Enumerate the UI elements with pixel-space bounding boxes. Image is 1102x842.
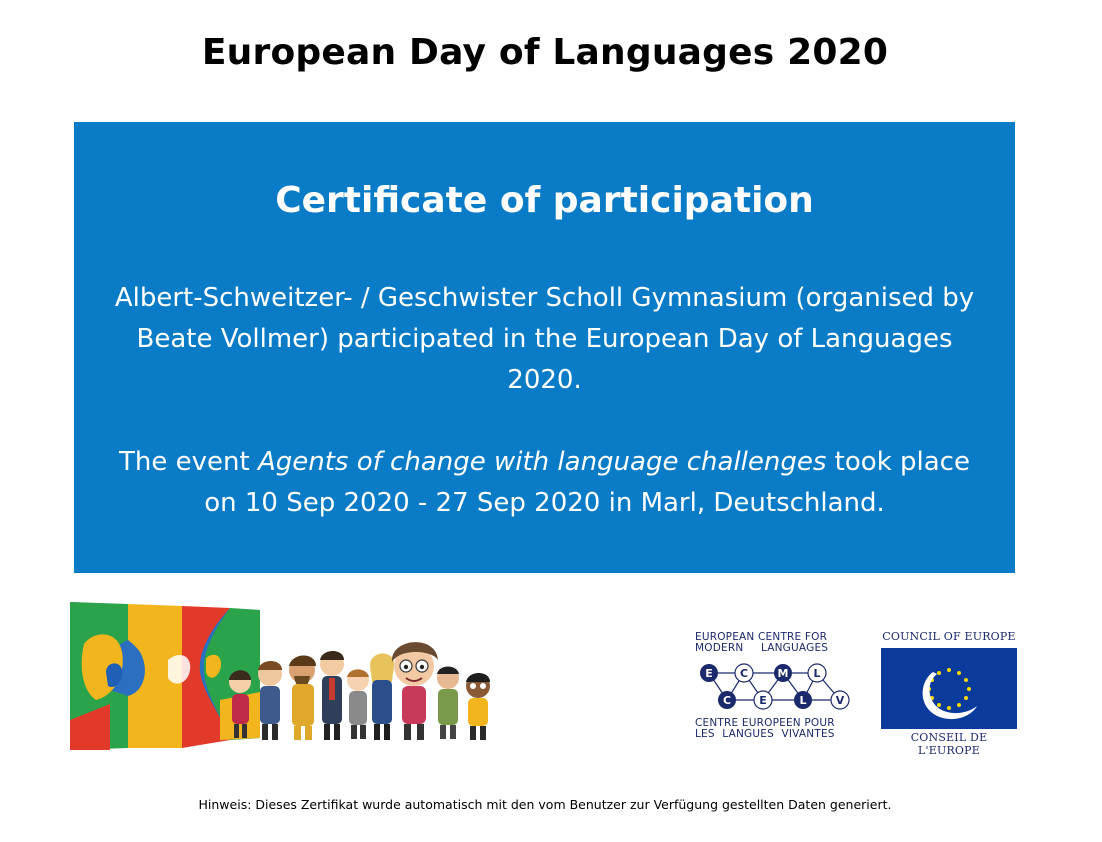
ecml-word-modern: MODERN xyxy=(695,642,744,654)
ecml-letter: C xyxy=(739,667,749,680)
ecml-letter: M xyxy=(777,667,789,680)
participation-text: Albert-Schweitzer- / Geschwister Scholl Gymnasium (organised by Beate Vollmer) participated in the European Day of Languages 2020. xyxy=(114,283,975,395)
ecml-letter: C xyxy=(722,694,732,707)
ecml-word-les: LES xyxy=(695,728,715,740)
ecml-logo xyxy=(695,630,855,745)
ecml-letter: L xyxy=(813,667,821,680)
event-text xyxy=(104,442,985,524)
ecml-line-3: CENTRE EUROPEEN POUR xyxy=(695,717,835,729)
ecml-letter: E xyxy=(705,667,713,680)
coe-name-fr: CONSEIL DE L'EUROPE xyxy=(910,731,988,757)
ecml-line-2 xyxy=(695,643,855,654)
event-name: Agents of change with language challenges xyxy=(257,447,827,477)
certificate-heading: Certificate of participation xyxy=(275,180,814,221)
ecml-word-languages: LANGUAGES xyxy=(760,642,829,654)
cartoon-people-icon xyxy=(229,642,490,740)
ecml-letter: L xyxy=(799,694,807,707)
coe-flag-icon xyxy=(881,648,1017,729)
ecml-line-4 xyxy=(695,729,855,740)
event-suffix: took place on 10 Sep 2020 - 27 Sep 2020 in Marl, Deutschland. xyxy=(204,447,970,518)
ecml-letters-icon xyxy=(695,658,855,716)
ecml-word-langues: LANGUES xyxy=(722,728,774,740)
ecml-line-1: EUROPEAN CENTRE FOR xyxy=(695,631,828,643)
coe-name-en: COUNCIL OF EUROPE xyxy=(882,630,1016,643)
certificate-panel xyxy=(74,122,1015,573)
edl-logo xyxy=(70,600,540,752)
page-title: European Day of Languages 2020 xyxy=(201,32,889,73)
event-prefix: The event xyxy=(119,447,258,477)
ecml-word-vivantes: VIVANTES xyxy=(781,728,835,740)
footnote: Hinweis: Dieses Zertifikat wurde automatisch mit den vom Benutzer zur Verfügung gestellten Daten generiert. xyxy=(198,797,892,812)
ecml-letter: V xyxy=(835,694,845,707)
ecml-letter: E xyxy=(759,694,767,707)
council-of-europe-logo xyxy=(878,630,1020,757)
